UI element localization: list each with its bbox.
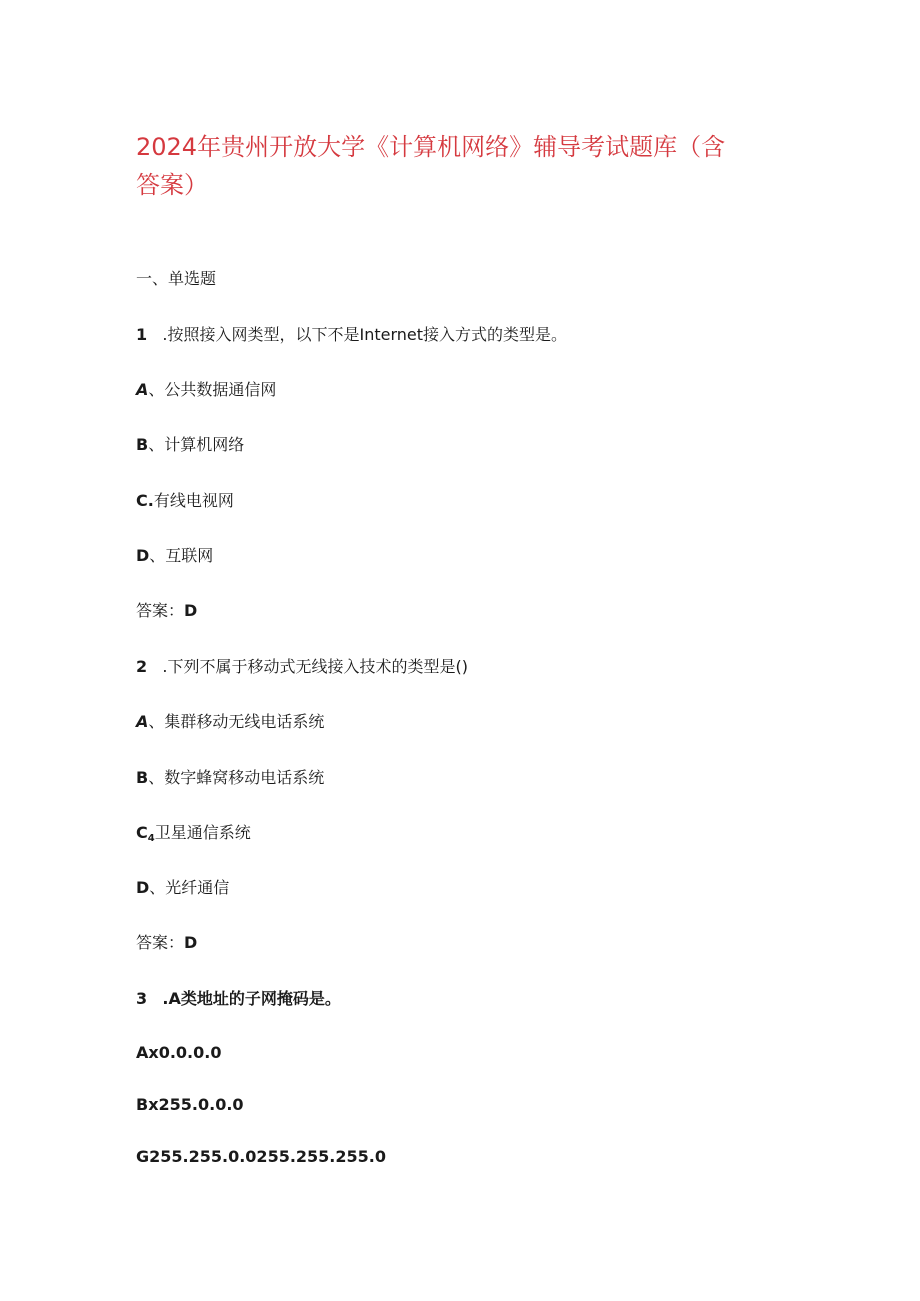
option-text: 互联网 [165,546,214,565]
question-number: 1 [136,325,148,344]
option-text: 集群移动无线电话系统 [164,712,325,731]
question-text: .下列不属于移动式无线接入技术的类型是() [162,657,468,676]
question-number: 2 [136,657,148,676]
option-text: 数字蜂窝移动电话系统 [164,768,325,787]
option-c [136,490,234,512]
question-number: 3 [136,989,148,1008]
option-separator: 、 [148,712,165,731]
question-text: .按照接入网类型，以下不是Internet接入方式的类型是。 [162,325,568,344]
option-b: Bx255.0.0.0 [136,1095,244,1114]
option-separator: 、 [148,380,165,399]
option-separator: 4 [147,833,155,844]
option-a [136,711,324,733]
answer-value: D [184,933,198,952]
option-c [136,822,251,847]
option-letter: B [136,768,149,787]
question-stem [136,656,468,678]
section-heading: 一、单选题 [136,269,217,288]
option-b [136,767,324,789]
answer-value: D [184,601,198,620]
answer-label: 答案： [136,601,185,620]
option-letter: A [136,712,149,731]
option-text: 计算机网络 [164,435,245,454]
question-stem [136,988,341,1010]
option-letter: C. [136,491,154,510]
option-separator: 、 [148,768,165,787]
option-separator: 、 [148,435,165,454]
answer-label: 答案： [136,933,185,952]
option-separator: 、 [149,546,166,565]
option-d [136,877,229,899]
option-text: 卫星通信系统 [154,823,251,842]
option-letter: C [136,823,148,842]
option-letter: D [136,878,150,897]
option-letter: B [136,435,149,454]
option-letter: A [136,380,149,399]
answer-line [136,600,197,622]
option-d [136,545,213,567]
answer-line [136,932,197,954]
option-a: Ax0.0.0.0 [136,1043,222,1062]
option-text: 有线电视网 [153,491,234,510]
question-text: .A类地址的子网掩码是。 [162,989,341,1008]
option-letter: D [136,546,150,565]
option-b [136,434,244,456]
option-c: G255.255.0.0255.255.255.0 [136,1147,386,1166]
option-text: 公共数据通信网 [164,380,277,399]
document-title: 2024年贵州开放大学《计算机网络》辅导考试题库（含答案） [136,133,726,199]
option-a [136,379,276,401]
option-separator: 、 [149,878,166,897]
option-text: 光纤通信 [165,878,230,897]
question-stem [136,324,567,346]
